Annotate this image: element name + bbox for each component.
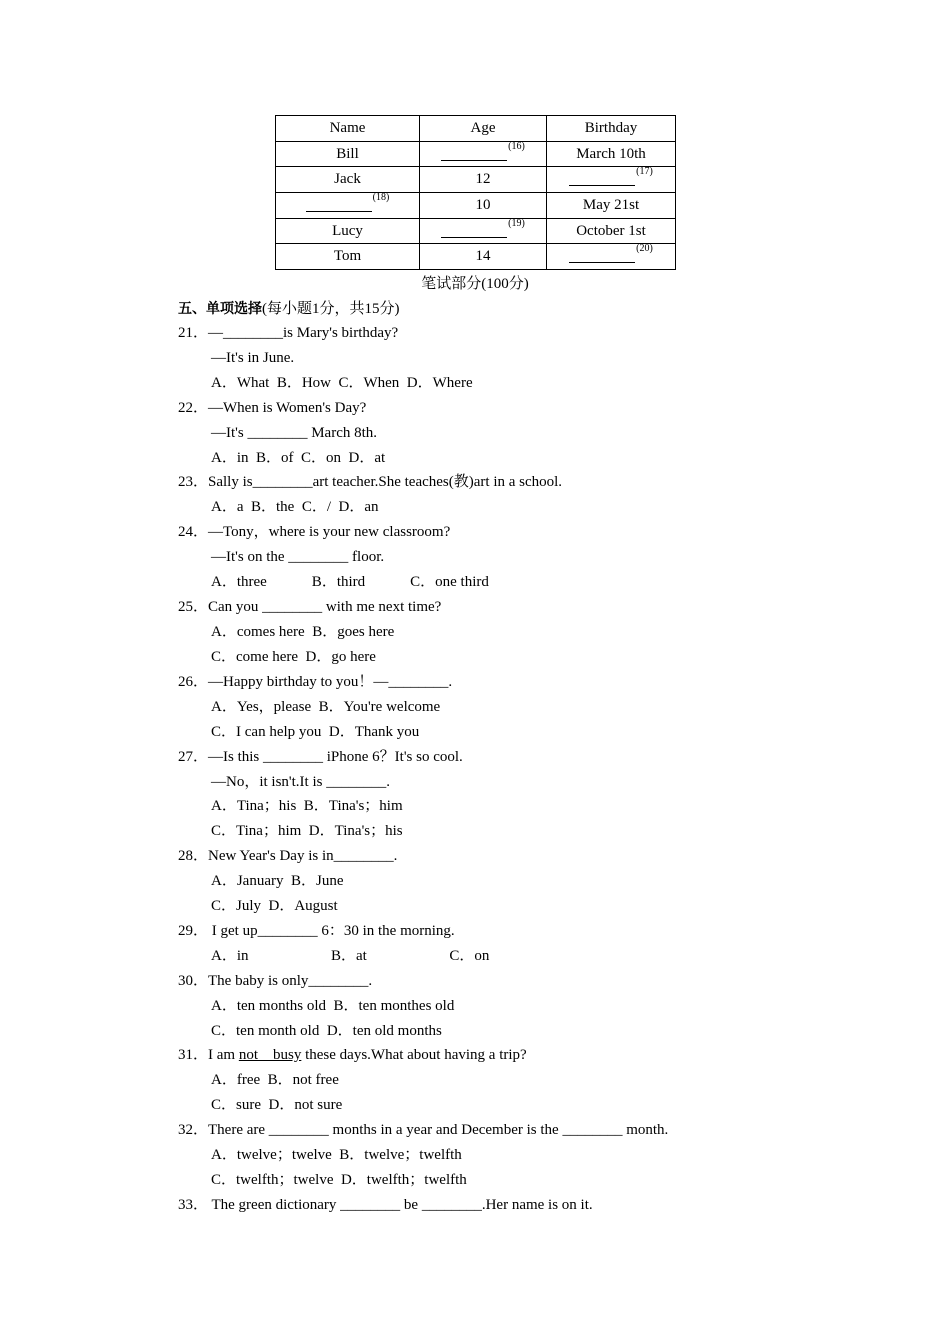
cell-age: 12 [420,167,547,193]
cell-age: 10 [420,193,547,219]
question-24-reply: —It's on the ________ floor. [211,549,385,565]
question-22: 22．—When is Women's Day? [178,400,367,416]
table-row [276,141,676,167]
blank-number: (20) [636,243,653,255]
table-row [276,193,676,219]
cell-name: Bill [276,141,420,167]
question-25-options-ab: A．comes here B．goes here [211,624,395,640]
question-26: 26．—Happy birthday to you！—________. [178,674,453,690]
question-28-options-cd: C．July D．August [211,898,338,914]
cell-name: Jack [276,167,420,193]
cell-birthday: October 1st [547,218,676,244]
question-27-options-cd: C．Tina；him D．Tina's；his [211,823,403,839]
question-21-reply: —It's in June. [211,350,295,366]
section-note: (每小题1分，共15分) [262,301,400,317]
question-31-underlined: not busy [238,1047,302,1063]
question-25-options-cd: C．come here D．go here [211,649,376,665]
question-32: 32．There are ________ months in a year and December is the ________ month. [178,1122,669,1138]
question-29-options: A．in B．at C．on [211,948,490,964]
blank-number: (16) [508,140,525,152]
question-27: 27．—Is this ________ iPhone 6？It's so cool. [178,749,463,765]
question-32-options-cd: C．twelfth；twelve D．twelfth；twelfth [211,1172,467,1188]
question-22-reply: —It's ________ March 8th. [211,425,378,441]
question-33: 33． The green dictionary ________ be ________.Her name is on it. [178,1197,593,1213]
cell-birthday: May 21st [547,193,676,219]
question-21: 21．—________is Mary's birthday? [178,325,399,341]
section-heading [178,297,400,318]
birthday-table [275,115,676,270]
question-22-options: A．in B．of C．on D．at [211,450,386,466]
blank-number: (18) [372,191,390,203]
question-28: 28．New Year's Day is in________. [178,848,398,864]
question-31-suffix: these days.What about having a trip? [301,1047,527,1063]
question-30-options-cd: C．ten month old D．ten old months [211,1023,442,1039]
header-birthday: Birthday [547,116,676,142]
question-32-options-ab: A．twelve；twelve B．twelve；twelfth [211,1147,462,1163]
blank-number: (19) [508,217,525,229]
table-row [276,218,676,244]
table-header-row [276,116,676,142]
question-31-options-ab: A．free B．not free [211,1072,339,1088]
cell-birthday-blank [547,244,676,270]
question-29: 29． I get up________ 6：30 in the morning. [178,923,455,939]
question-27-reply: —No，it isn't.It is ________. [211,774,390,790]
cell-name-blank [276,193,420,219]
table-row [276,244,676,270]
question-27-options-ab: A．Tina；his B．Tina's；him [211,798,403,814]
question-23: 23．Sally is________art teacher.She teaches(教)art in a school. [178,474,563,490]
question-21-options: A．What B．How C．When D．Where [211,375,473,391]
question-26-options-cd: C．I can help you D．Thank you [211,724,420,740]
question-28-options-ab: A．January B．June [211,873,344,889]
question-25: 25．Can you ________ with me next time? [178,599,442,615]
blank-number: (17) [636,166,653,178]
question-24: 24．—Tony，where is your new classroom? [178,524,451,540]
cell-name: Tom [276,244,420,270]
question-31-options-cd: C．sure D．not sure [211,1097,343,1113]
cell-age-blank [420,141,547,167]
question-31-prefix: 31．I am [178,1047,239,1063]
header-name: Name [276,116,420,142]
cell-birthday: March 10th [547,141,676,167]
cell-name: Lucy [276,218,420,244]
question-24-options: A．three B．third C．one third [211,574,489,590]
cell-birthday-blank [547,167,676,193]
cell-age: 14 [420,244,547,270]
question-23-options: A．a B．the C．/ D．an [211,499,379,515]
question-30-options-ab: A．ten months old B．ten monthes old [211,998,455,1014]
header-age: Age [420,116,547,142]
section-caption: 笔试部分(100分) [421,276,529,292]
question-26-options-ab: A．Yes，please B．You're welcome [211,699,441,715]
cell-age-blank [420,218,547,244]
question-31 [178,1045,527,1065]
section-label: 五、单项选择 [178,301,262,317]
table-row [276,167,676,193]
question-30: 30．The baby is only________. [178,973,373,989]
